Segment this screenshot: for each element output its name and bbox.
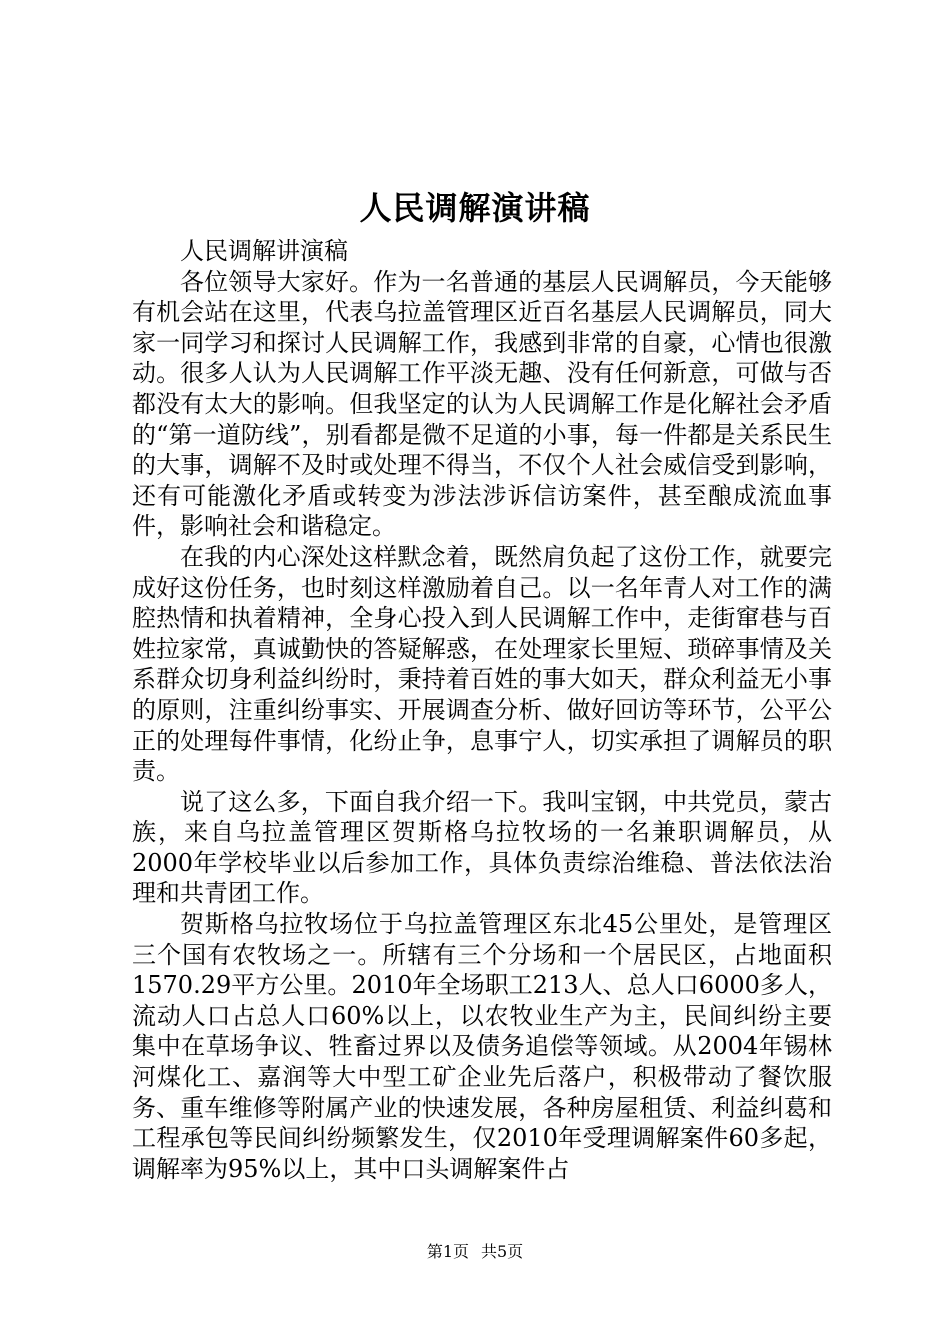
page-count: 共5页 <box>481 1242 524 1261</box>
page-footer <box>0 1241 950 1263</box>
subtitle-paragraph: 人民调解讲演稿 <box>180 237 348 265</box>
body-paragraph: 贺斯格乌拉牧场位于乌拉盖管理区东北45公里处，是管理区三个国有农牧场之一。所辖有三个分场和一个居民区，占地面积1570.29平方公里。2010年全场职工213人、总人口6000多人，流动人口占总人口60%以上，以农牧业生产为主，民间纠纷主要集中在草场争议、牲畜过界以及债务追偿等领域。从2004年锡林河煤化工、嘉润等大中型工矿企业先后落户，积极带动了餐饮服务、重车维修等附属产业的快速发展，各种房屋租赁、利益纠葛和工程承包等民间纠纷频繁发生，仅2010年受理调解案件60多起，调解率为95%以上，其中口头调解案件占 <box>132 910 832 1183</box>
document-title: 人民调解演讲稿 <box>359 189 591 227</box>
document-body <box>132 236 832 1184</box>
page-number: 第1页 <box>426 1242 469 1261</box>
body-paragraph: 说了这么多，下面自我介绍一下。我叫宝钢，中共党员，蒙古族，来自乌拉盖管理区贺斯格乌拉牧场的一名兼职调解员，从2000年学校毕业以后参加工作，具体负责综治维稳、普法依法治理和共青团工作。 <box>132 787 832 908</box>
body-paragraph: 各位领导大家好。作为一名普通的基层人民调解员，今天能够有机会站在这里，代表乌拉盖管理区近百名基层人民调解员，同大家一同学习和探讨人民调解工作，我感到非常的自豪，心情也很激动。很多人认为人民调解工作平淡无趣、没有任何新意，可做与否都没有太大的影响。但我坚定的认为人民调解工作是化解社会矛盾的“第一道防线”，别看都是微不足道的小事，每一件都是关系民生的大事，调解不及时或处理不得当，不仅个人社会威信受到影响，还有可能激化矛盾或转变为涉法涉诉信访案件，甚至酿成流血事件，影响社会和谐稳定。 <box>132 267 832 541</box>
body-paragraph: 在我的内心深处这样默念着，既然肩负起了这份工作，就要完成好这份任务，也时刻这样激励着自己。以一名年青人对工作的满腔热情和执着精神，全身心投入到人民调解工作中，走街窜巷与百姓拉家常，真诚勤快的答疑解惑，在处理家长里短、琐碎事情及关系群众切身利益纠纷时，秉持着百姓的事大如天，群众利益无小事的原则，注重纠纷事实、开展调查分析、做好回访等环节，公平公正的处理每件事情，化纷止争，息事宁人，切实承担了调解员的职责。 <box>132 542 832 786</box>
